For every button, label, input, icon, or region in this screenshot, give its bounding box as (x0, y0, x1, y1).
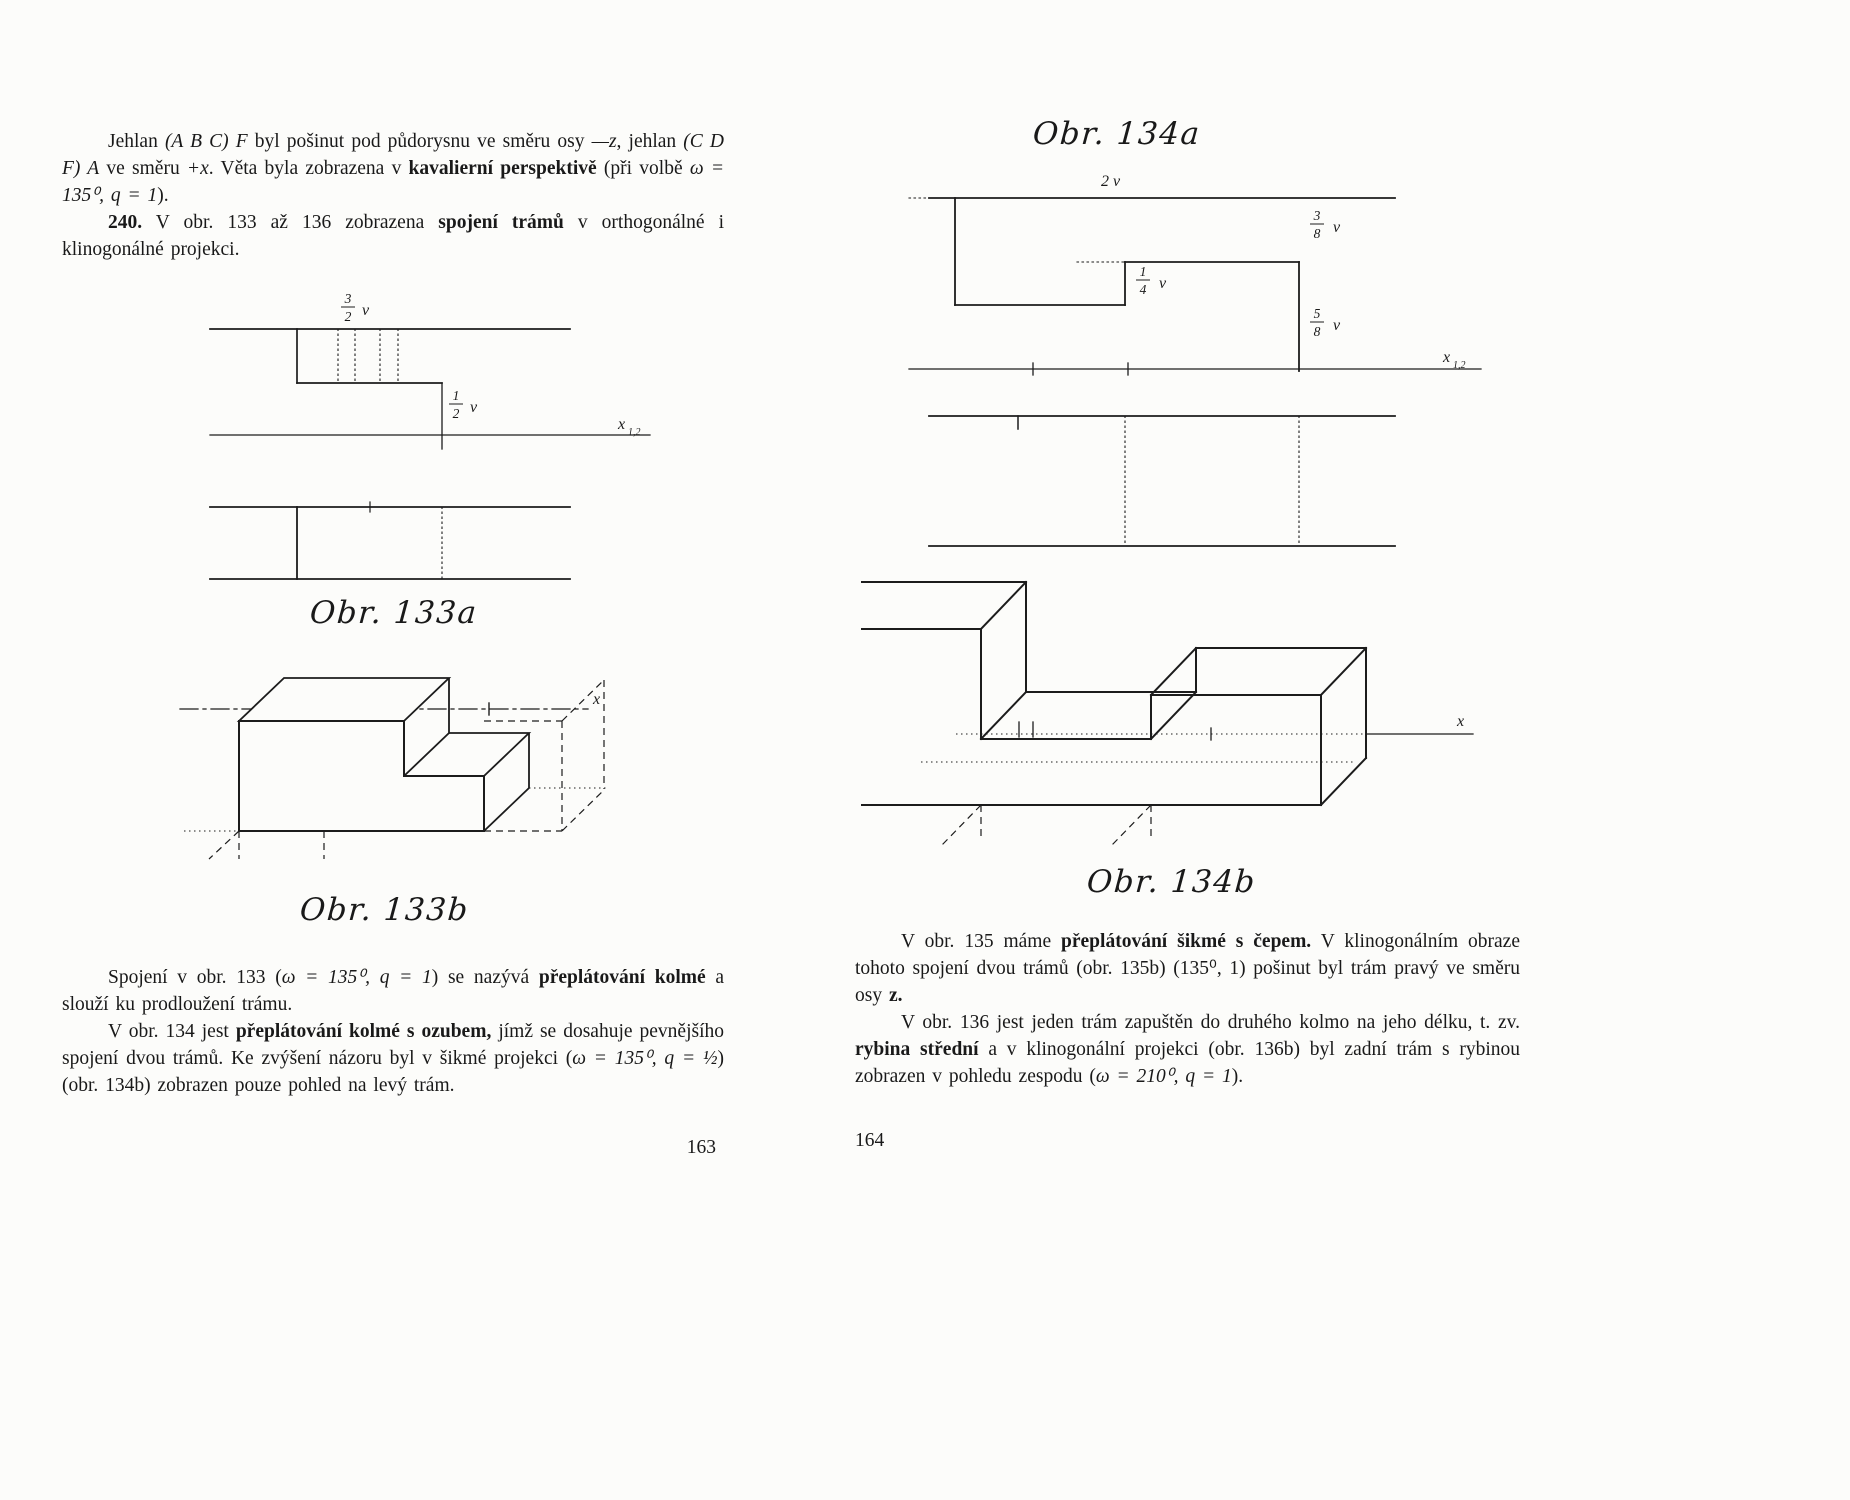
axis-label-x12 (1442, 349, 1466, 371)
paragraph-obr134: V obr. 134 jest přeplátování kolmé s ozubem, jímž se dosahuje pevnějšího spojení dvou trámů. Ke zvýšení názoru byl v šikmé projekci (ω = 135⁰, q = ½) (obr. 134b) zobrazen pouze pohled na levý trám. (62, 1021, 724, 1096)
dimension-label-2v (1101, 173, 1121, 190)
page-164 (855, 112, 1520, 1152)
svg-text:x: x (618, 416, 626, 433)
svg-text:8: 8 (1313, 226, 1321, 241)
svg-text:8: 8 (1313, 324, 1321, 339)
page-number-163: 163 (686, 1137, 716, 1158)
svg-text:x: x (1443, 349, 1451, 366)
figure-133a-drawing (202, 283, 672, 583)
figure-134a (903, 166, 1520, 556)
figure-134b-drawing (861, 574, 1481, 854)
svg-text:v: v (1333, 219, 1341, 236)
svg-text:1,2: 1,2 (1453, 360, 1466, 371)
figure-133b-drawing (174, 659, 614, 864)
figure-134b-caption: Obr. 134b (1085, 864, 1258, 900)
figure-133a (202, 283, 724, 583)
paragraph-obr136: V obr. 136 jest jeden trám zapuštěn do druhého kolmo na jeho délku, t. zv. rybina střední a v klinogonální projekci (obr. 136b) byl zadní trám s rybinou zobrazen v pohledu zespodu (ω = 210⁰, q = 1). (855, 1012, 1521, 1087)
svg-text:1,2: 1,2 (628, 427, 641, 438)
figure-134b (861, 574, 1520, 854)
paragraph-240: 240. V obr. 133 až 136 zobrazena spojení trámů v orthogonálné i klinogonálné projekci. (62, 212, 724, 260)
svg-text:1: 1 (1139, 264, 1147, 279)
svg-text:2: 2 (452, 406, 460, 421)
figure-133a-caption: Obr. 133a (308, 595, 479, 631)
dimension-label-1-2-v (449, 388, 478, 421)
svg-text:v: v (1159, 275, 1167, 292)
svg-text:v: v (470, 399, 478, 416)
svg-text:2 v: 2 v (1101, 173, 1121, 190)
svg-text:2: 2 (344, 309, 352, 324)
axis-label-x (1456, 713, 1464, 730)
paragraph-obr135: V obr. 135 máme přeplátování šikmé s čepem. V klinogonálním obraze tohoto spojení dvou trámů (obr. 135b) (135⁰, 1) pošinut byl trám pravý ve směru osy z. (855, 931, 1520, 1006)
figure-133b-caption: Obr. 133b (298, 892, 471, 928)
paragraph-jehlan: Jehlan (A B C) F byl pošinut pod půdorysnu ve směru osy —z, jehlan (C D F) A ve směru +x. Věta byla zobrazena v kavalierní perspektivě (při volbě ω = 135⁰, q = 1). (62, 131, 724, 206)
svg-text:5: 5 (1313, 306, 1321, 321)
figure-133b (174, 659, 724, 864)
svg-text:x: x (593, 691, 601, 708)
figure-134a-drawing (903, 166, 1493, 556)
svg-text:3: 3 (344, 291, 352, 306)
svg-text:x: x (1457, 713, 1465, 730)
page-163 (62, 128, 724, 1159)
svg-text:4: 4 (1139, 282, 1147, 297)
svg-text:1: 1 (452, 388, 460, 403)
svg-text:3: 3 (1313, 208, 1321, 223)
paragraph-spojeni: Spojení v obr. 133 (ω = 135⁰, q = 1) se nazývá přeplátování kolmé a slouží ku prodloužení trámu. (62, 967, 725, 1015)
page-number-164: 164 (855, 1130, 885, 1151)
dimension-label-3-8-v (1310, 208, 1341, 241)
svg-text:v: v (1333, 317, 1341, 334)
dimension-label-1-4-v (1136, 264, 1167, 297)
axis-label-x (592, 691, 600, 708)
svg-text:v: v (362, 302, 370, 319)
dimension-label-3-2-v (341, 291, 370, 324)
figure-134a-caption: Obr. 134a (1031, 116, 1202, 152)
dimension-label-5-8-v (1310, 306, 1341, 339)
